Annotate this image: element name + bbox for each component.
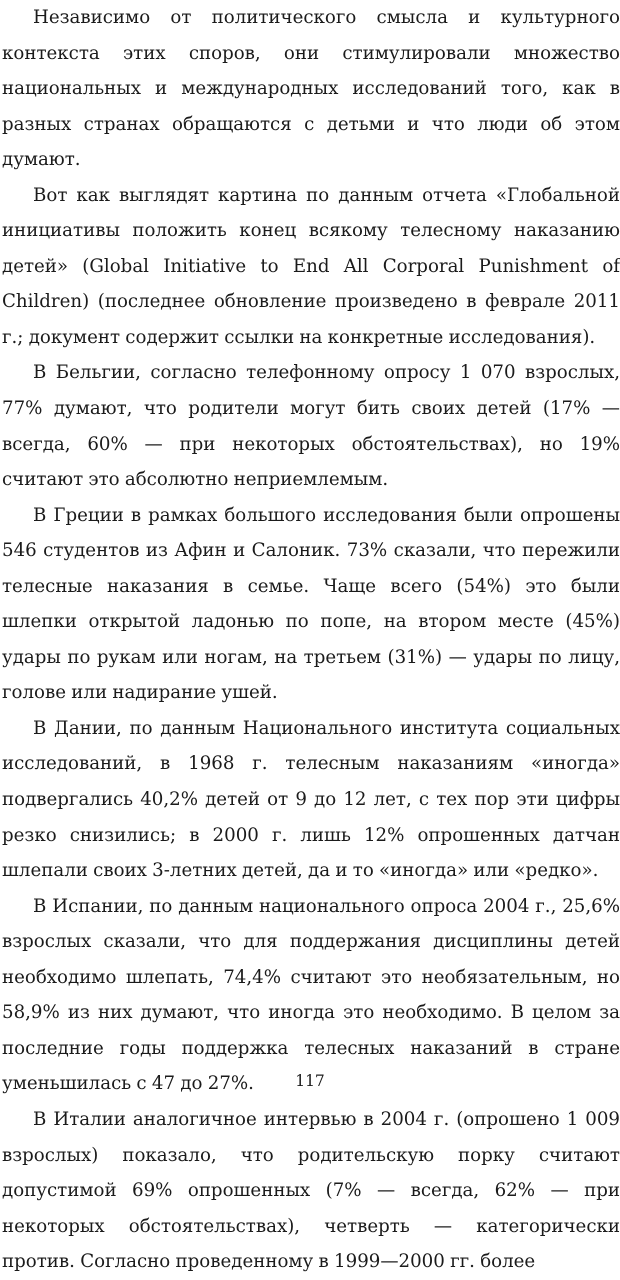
paragraph-4: В Греции в рамках большого исследования были опрошены 546 студентов из Афин и Салоник. 73% сказали, что пережили телесные наказания в семье. Чаще всего (54%) это были шлепки открытой ладонью по попе, на втором месте (45%) удары по рукам или ногам, на третьем (31%) — удары по лицу, голове или надирание ушей. — [2, 504, 620, 704]
paragraph-2: Вот как выглядят картина по данным отчета «Глобальной инициативы положить конец всякому телесному наказанию детей» (Global Initiative to End All Corporal Punishment of Children) (последнее обновление произведено в феврале 2011 г.; документ содержит ссылки на конкретные исследования). — [2, 184, 620, 348]
paragraph-3: В Бельгии, согласно телефонному опросу 1 070 взрослых, 77% думают, что родители могут бить своих детей (17% — всегда, 60% — при некоторых обстоятельствах), но 19% считают это абсолютно неприемлемым. — [2, 362, 620, 491]
paragraph-7: В Италии аналогичное интервью в 2004 г. (опрошено 1 009 взрослых) показало, что родительскую порку считают допустимой 69% опрошенных (7% — всегда, 62% — при некоторых обстоятельствах), четверть — категорически против. Согласно проведенному в 1999—2000 гг. более — [2, 1108, 620, 1273]
paragraph-1: Независимо от политического смысла и культурного контекста этих споров, они стимулировали множество национальных и международных исследований того, как в разных странах обращаются с детьми и что люди об этом думают. — [2, 7, 620, 171]
paragraph-5: В Дании, по данным Национального института социальных исследований, в 1968 г. телесным наказаниям «иногда» подвергались 40,2% детей от 9 до 12 лет, с тех пор эти цифры резко снизились; в 2000 г. лишь 12% опрошенных датчан шлепали своих 3-летних детей, да и то «иногда» или «редко». — [2, 717, 620, 882]
page-number: 117 — [295, 1072, 325, 1090]
paragraph-6: В Испании, по данным национального опроса 2004 г., 25,6% взрослых сказали, что для поддержания дисциплины детей необходимо шлепать, 74,4% считают это необязательным, но 58,9% из них думают, что иногда это необходимо. В целом за последние годы поддержка телесных наказаний в стране уменьшилась с 47 до 27%. — [2, 895, 620, 1095]
